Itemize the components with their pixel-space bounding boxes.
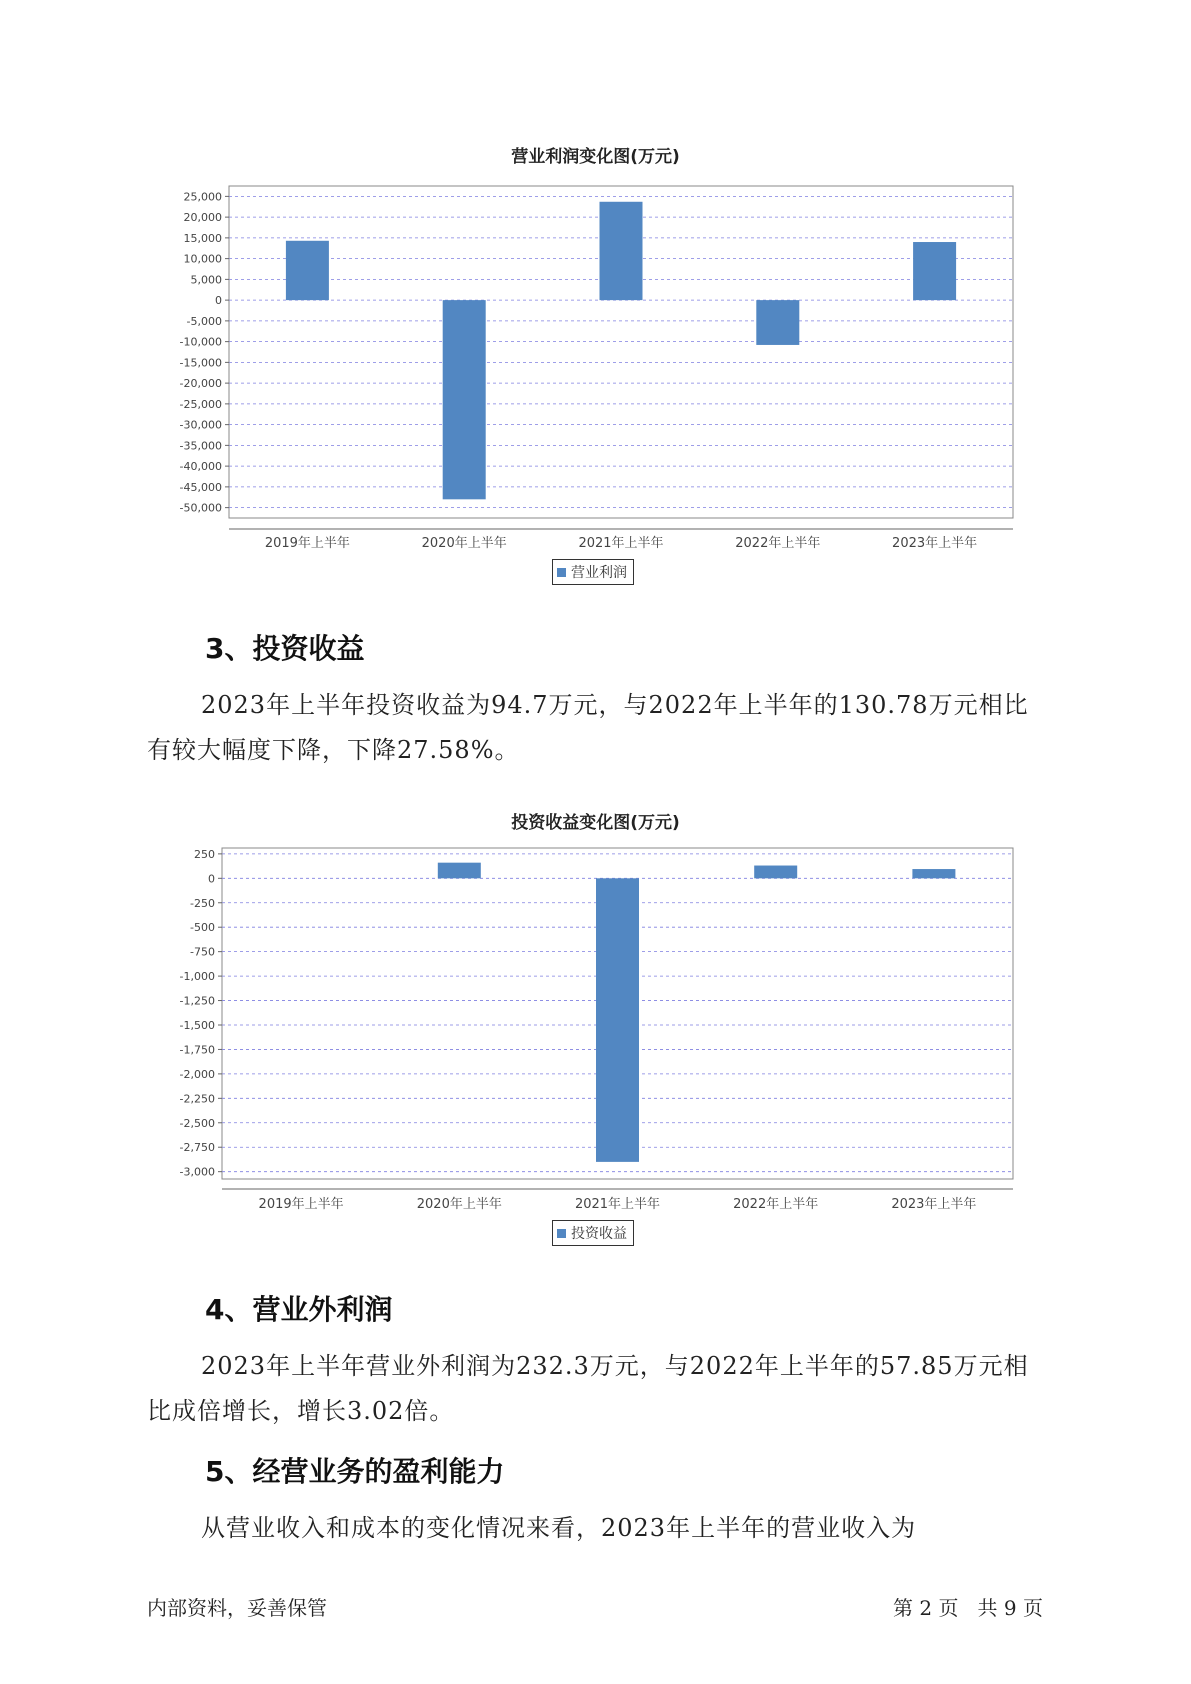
operating-profit-legend (552, 559, 634, 585)
bar-2020年上半年 (443, 300, 486, 499)
y-tick-label: -40,000 (179, 460, 222, 474)
y-tick-label: -5,000 (186, 314, 222, 328)
y-tick-label: -750 (190, 945, 215, 959)
y-tick-label: -1,750 (179, 1043, 215, 1057)
y-tick-label: -1,500 (179, 1018, 215, 1032)
y-tick-label: -2,500 (179, 1116, 215, 1130)
y-tick-label: 10,000 (183, 252, 222, 266)
y-tick-label: 15,000 (183, 231, 222, 245)
x-category-label: 2021年上半年 (574, 1197, 661, 1212)
y-tick-label: -250 (190, 896, 215, 910)
legend-label: 营业利润 (571, 565, 627, 581)
bar-2023年上半年 (912, 869, 955, 878)
y-tick-label: -1,000 (179, 970, 215, 984)
plot-area (222, 848, 1013, 1179)
x-category-label: 2022年上半年 (735, 536, 821, 551)
bar-2022年上半年 (754, 866, 797, 879)
y-tick-label: 25,000 (183, 190, 222, 204)
y-tick-label: -500 (190, 921, 215, 935)
x-category-label: 2019年上半年 (258, 1197, 344, 1212)
bar-2022年上半年 (756, 300, 799, 345)
y-tick-label: -30,000 (179, 418, 222, 432)
legend-swatch (557, 1229, 566, 1238)
y-tick-label: -45,000 (179, 480, 222, 494)
y-tick-label: -1,250 (179, 994, 215, 1008)
section-paragraph-profitability: 从营业收入和成本的变化情况来看，2023年上半年的营业收入为 (201, 1514, 917, 1542)
bar-2023年上半年 (913, 242, 956, 300)
y-tick-label: 5,000 (190, 273, 222, 287)
y-tick-label: 0 (208, 872, 215, 886)
x-category-label: 2023年上半年 (892, 536, 978, 551)
y-tick-label: -2,750 (179, 1141, 215, 1155)
section-paragraph-non-operating-profit: 2023年上半年营业外利润为232.3万元，与2022年上半年的57.85万元相比成倍增长，增长3.02倍。 (147, 1352, 1029, 1425)
legend-label: 投资收益 (571, 1226, 627, 1242)
y-tick-label: 20,000 (183, 211, 222, 225)
y-tick-label: -2,250 (179, 1092, 215, 1106)
footer-page-number: 第 2 页 共 9 页 (893, 1596, 1043, 1620)
section-heading-non-operating-profit: 4、营业外利润 (205, 1293, 393, 1326)
y-tick-label: -50,000 (179, 501, 222, 515)
investment-income-chart-title: 投资收益变化图(万元) (511, 813, 680, 833)
y-tick-label: -20,000 (179, 377, 222, 391)
y-tick-label: -25,000 (179, 397, 222, 411)
bar-2021年上半年 (600, 202, 643, 300)
investment-income-legend (552, 1220, 634, 1246)
y-tick-label: 250 (194, 847, 215, 861)
y-tick-label: -3,000 (179, 1165, 215, 1179)
y-tick-label: -10,000 (179, 335, 222, 349)
x-category-label: 2020年上半年 (421, 536, 507, 551)
x-category-label: 2019年上半年 (264, 536, 350, 551)
footer-confidential-note: 内部资料，妥善保管 (147, 1596, 327, 1620)
section-heading-investment-income: 3、投资收益 (205, 632, 365, 665)
x-category-label: 2023年上半年 (891, 1197, 977, 1212)
section-paragraph-investment-income: 2023年上半年投资收益为94.7万元，与2022年上半年的130.78万元相比有较大幅度下降，下降27.58%。 (147, 691, 1029, 764)
section-heading-profitability: 5、经营业务的盈利能力 (205, 1455, 505, 1488)
y-tick-label: 0 (215, 294, 222, 308)
operating-profit-chart-title: 营业利润变化图(万元) (511, 147, 680, 167)
legend-swatch (557, 568, 566, 577)
x-category-label: 2022年上半年 (733, 1197, 819, 1212)
x-category-label: 2020年上半年 (416, 1197, 502, 1212)
y-tick-label: -2,000 (179, 1067, 215, 1081)
y-tick-label: -35,000 (179, 439, 222, 453)
operating-profit-chart (0, 0, 1191, 560)
bar-2020年上半年 (438, 863, 481, 879)
x-category-label: 2021年上半年 (578, 536, 664, 551)
bar-2021年上半年 (596, 878, 639, 1162)
bar-2019年上半年 (286, 241, 329, 300)
y-tick-label: -15,000 (179, 356, 222, 370)
